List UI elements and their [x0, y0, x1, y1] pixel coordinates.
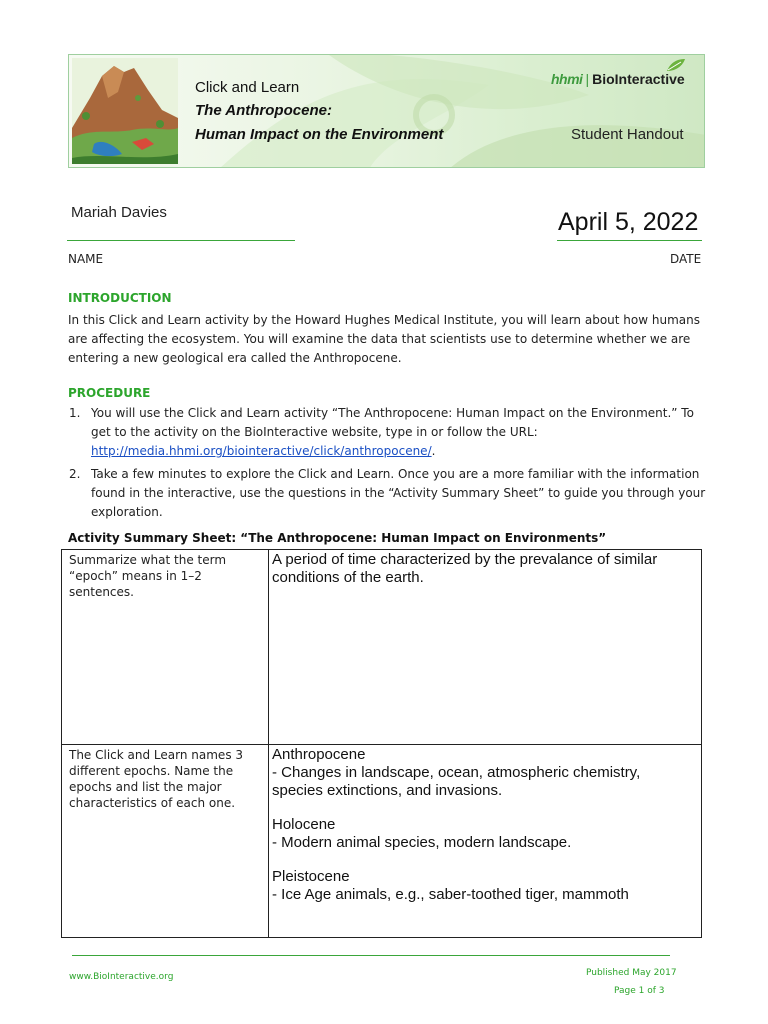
logo-separator: | — [585, 71, 590, 87]
answer-cell[interactable] — [269, 550, 702, 745]
anthropocene-url-link[interactable]: http://media.hhmi.org/biointeractive/click/anthropocene/ — [91, 444, 432, 458]
epoch-name: Anthropocene — [272, 746, 366, 763]
mountain-landscape-illustration — [72, 58, 178, 164]
footer-website: www.BioInteractive.org — [69, 972, 174, 982]
date-underline — [557, 240, 702, 241]
activity-summary-table — [61, 549, 702, 938]
header-banner — [68, 54, 705, 168]
procedure-heading: PROCEDURE — [68, 386, 151, 400]
biointeractive-logo — [551, 71, 685, 87]
procedure-url-period: . — [431, 444, 436, 458]
question-cell — [62, 550, 269, 745]
introduction-text: In this Click and Learn activity by the Howard Hughes Medical Institute, you will learn about how humans are affecting the ecosystem. You will examine the data that scientists use to determine whether we are entering a new geological era called the Anthropocene. — [68, 313, 700, 365]
answer-text: A period of time characterized by the prevalance of similar conditions of the earth. — [272, 551, 658, 586]
banner-title-line-1: The Anthropocene: — [195, 102, 332, 119]
footer-divider — [72, 955, 670, 956]
question-text: Summarize what the term “epoch” means in 1–2 sentences. — [69, 553, 227, 599]
procedure-item-text: Take a few minutes to explore the Click and Learn. Once you are a more familiar with the information found in the interactive, use the questions in the “Activity Summary Sheet” to guide you through your exploration. — [91, 467, 706, 519]
footer-published-date: Published May 2017 — [586, 968, 677, 978]
banner-subtitle: Click and Learn — [195, 79, 300, 96]
procedure-item-number: 2. — [69, 467, 81, 481]
epoch-characteristics: - Ice Age animals, e.g., saber-toothed tiger, mammoth — [272, 886, 629, 903]
introduction-heading: INTRODUCTION — [68, 291, 172, 305]
student-name-value[interactable]: Mariah Davies — [71, 204, 167, 221]
date-label: DATE — [670, 252, 702, 266]
procedure-item — [68, 404, 708, 461]
banner-title-line-2: Human Impact on the Environment — [195, 126, 444, 143]
table-row — [62, 745, 702, 938]
footer-page-number: Page 1 of 3 — [614, 986, 665, 996]
question-text: The Click and Learn names 3 different epochs. Name the epochs and list the major characteristics of each one. — [69, 748, 244, 810]
student-handout-label: Student Handout — [571, 126, 684, 143]
name-underline — [67, 240, 295, 241]
procedure-item-number: 1. — [69, 406, 81, 420]
procedure-item-text: You will use the Click and Learn activity “The Anthropocene: Human Impact on the Environment.” To get to the activity on the BioInteractive website, type in or follow the URL: — [91, 406, 694, 439]
epoch-characteristics: - Modern animal species, modern landscape. — [272, 834, 572, 851]
procedure-item — [68, 465, 708, 522]
epoch-characteristics: - Changes in landscape, ocean, atmospheric chemistry, species extinctions, and invasions. — [272, 764, 641, 799]
logo-hhmi-text: hhmi — [551, 71, 583, 87]
activity-summary-title: Activity Summary Sheet: “The Anthropocene: Human Impact on Environments” — [68, 531, 607, 545]
procedure-list — [68, 404, 708, 522]
table-row — [62, 550, 702, 745]
question-cell — [62, 745, 269, 938]
date-value[interactable]: April 5, 2022 — [558, 208, 699, 236]
name-label: NAME — [68, 252, 104, 266]
leaf-icon — [665, 57, 687, 73]
epoch-name: Holocene — [272, 816, 336, 833]
logo-brand-text: BioInteractive — [592, 71, 685, 87]
epoch-name: Pleistocene — [272, 868, 350, 885]
answer-cell[interactable] — [269, 745, 702, 938]
